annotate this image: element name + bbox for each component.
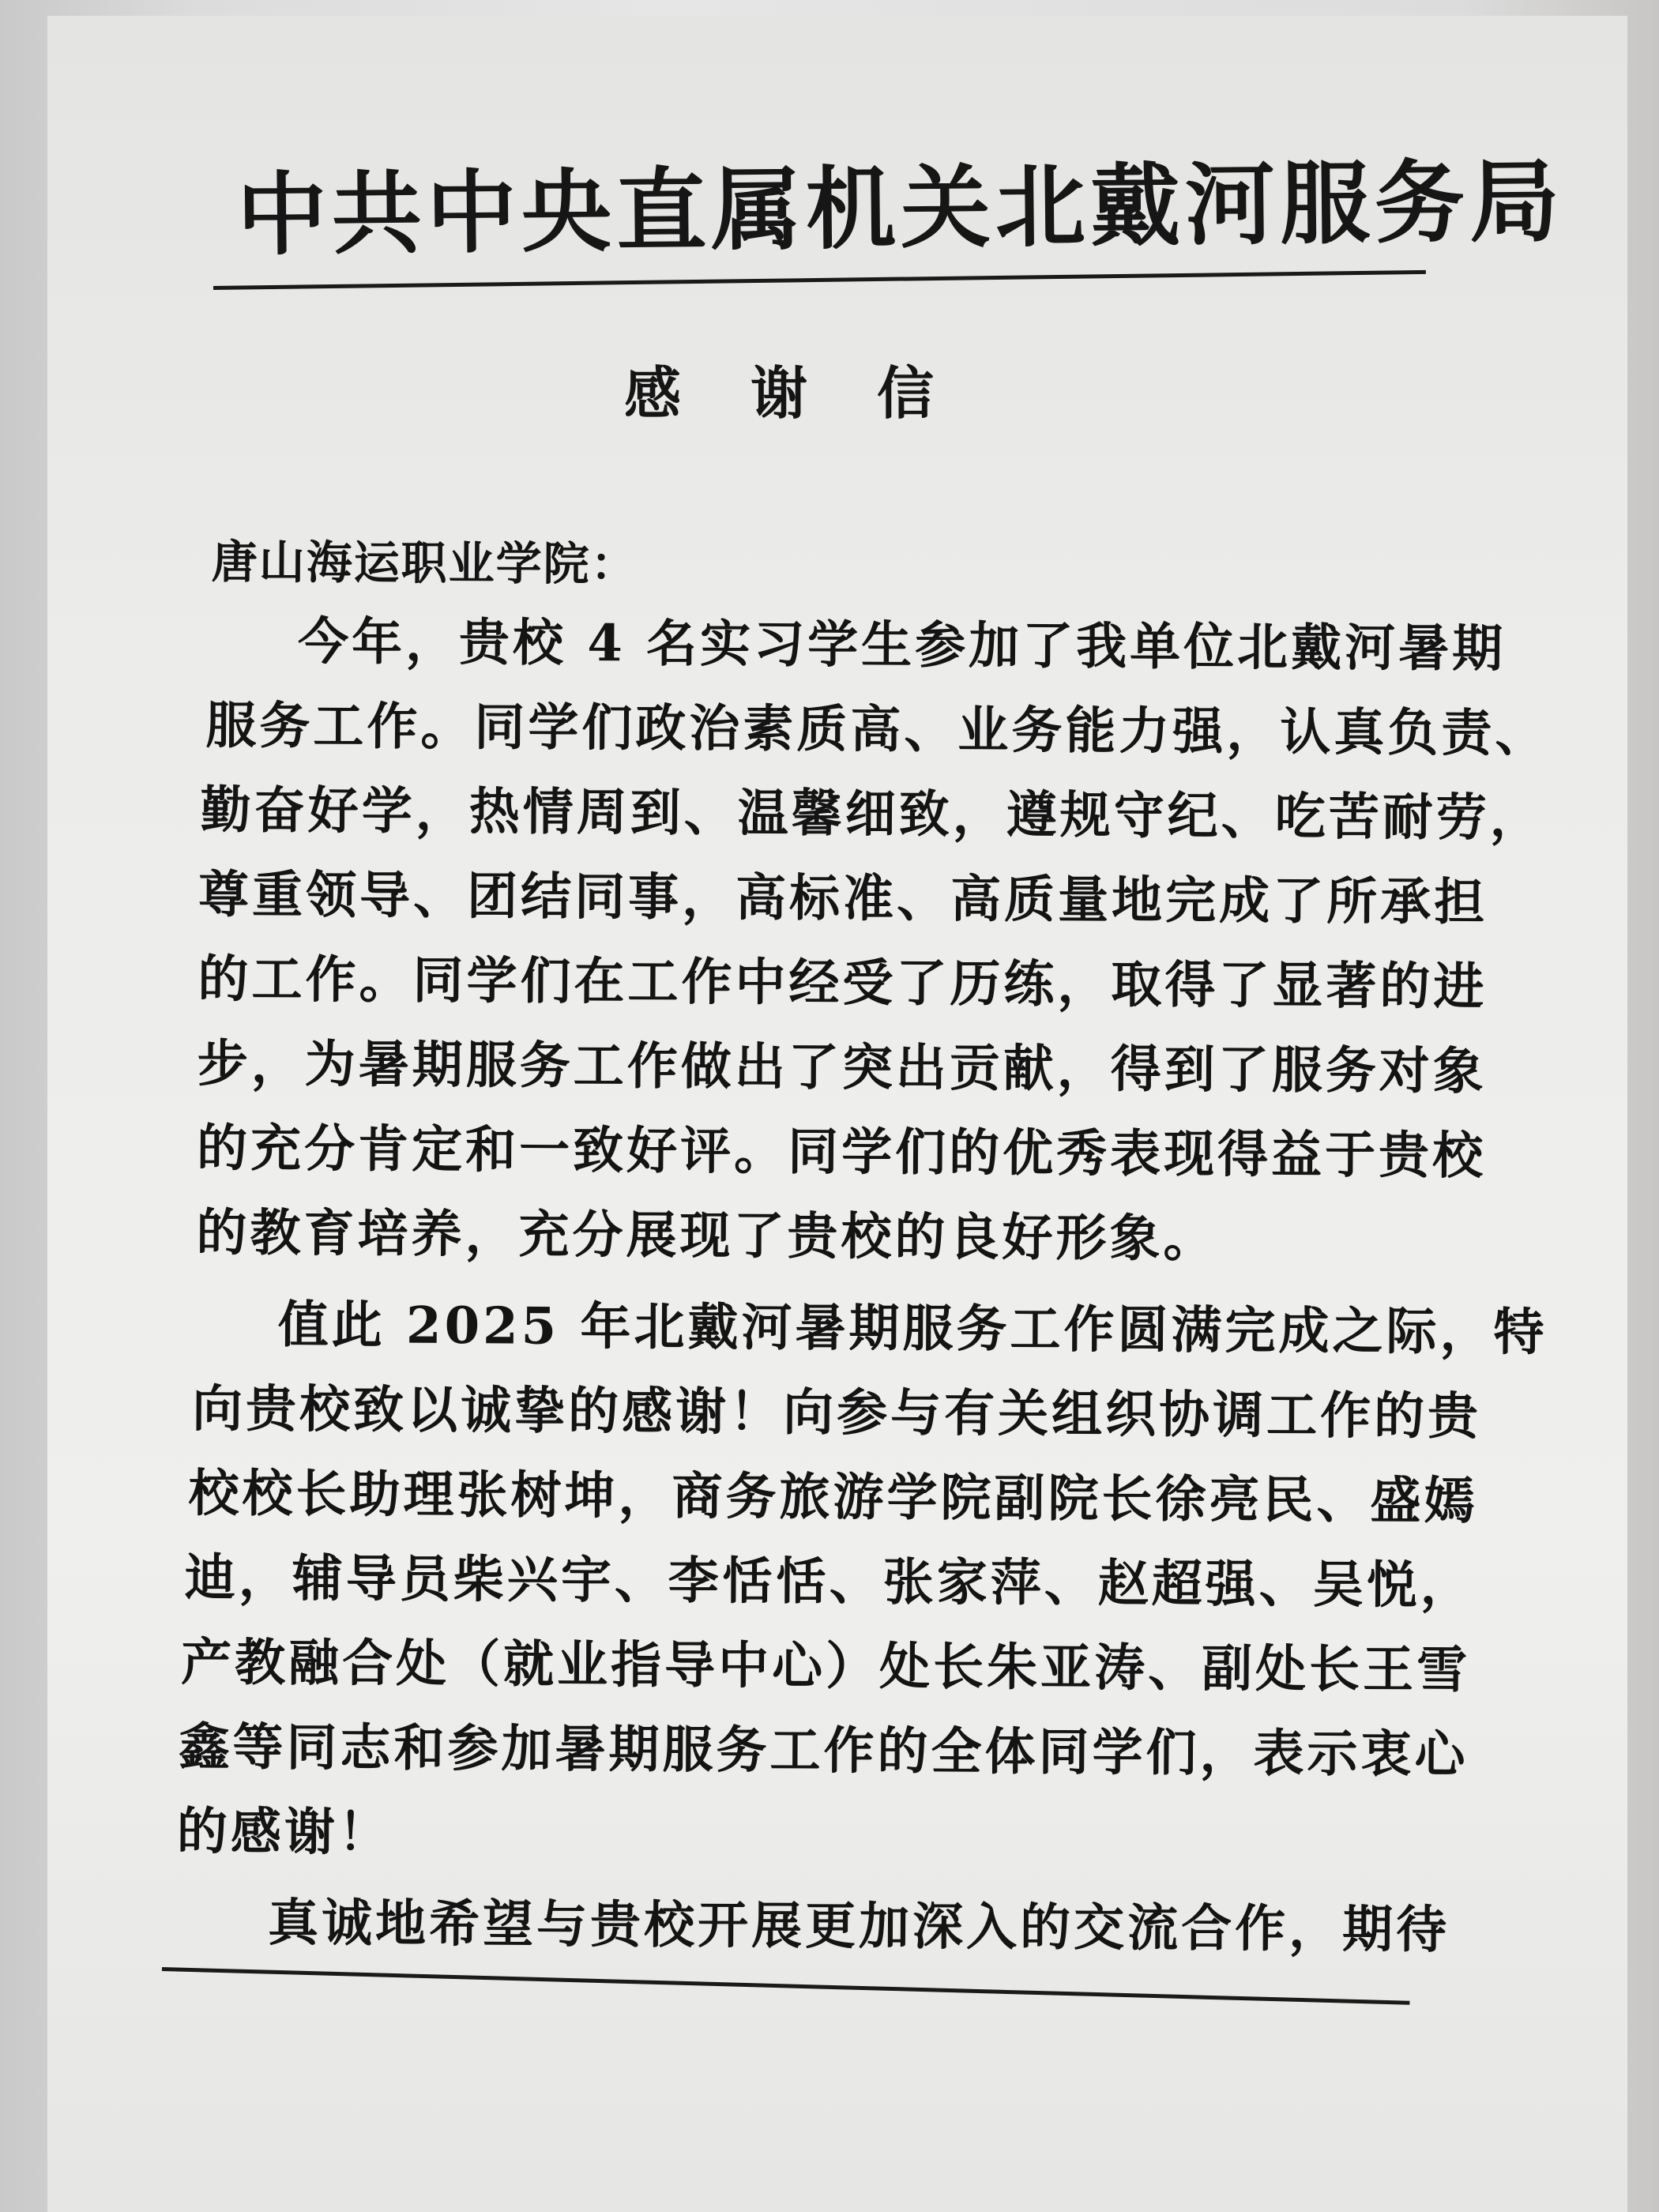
body-line: 勤奋好学，热情周到、温馨细致，遵规守纪、吃苦耐劳，: [200, 781, 1544, 848]
letter-page: [47, 16, 1627, 2212]
body-line: 步，为暑期服务工作做出了突出贡献，得到了服务对象: [197, 1034, 1488, 1101]
body-line: 值此 2025 年北戴河暑期服务工作圆满完成之际，特: [277, 1295, 1548, 1363]
body-line: 真诚地希望与贵校开展更加深入的交流合作，期待: [267, 1893, 1450, 1960]
body-line: 产教融合处（就业指导中心）处长朱亚涛、副处长王雪: [180, 1632, 1471, 1700]
letter-title: 感谢信: [624, 360, 1004, 427]
body-line: 迪，辅导员柴兴宇、李恬恬、张家萍、赵超强、吴悦，: [184, 1548, 1475, 1616]
body-line: 的教育培养，充分展现了贵校的良好形象。: [196, 1203, 1217, 1269]
body-line: 鑫等同志和参加暑期服务工作的全体同学们，表示衷心: [179, 1717, 1469, 1785]
body-line: 今年，贵校 4 名实习学生参加了我单位北戴河暑期: [297, 611, 1507, 679]
body-line: 的充分肯定和一致好评。同学们的优秀表现得益于贵校: [196, 1119, 1487, 1186]
body-line: 服务工作。同学们政治素质高、业务能力强，认真负责、: [205, 696, 1549, 764]
body-line: 尊重领导、团结同事，高标准、高质量地完成了所承担: [198, 865, 1488, 932]
salutation: 唐山海运职业学院：: [211, 535, 638, 592]
body-line: 校校长助理张树坤，商务旅游学院副院长徐亮民、盛嫣: [188, 1463, 1478, 1531]
body-line: 的感谢！: [176, 1801, 393, 1863]
body-line: 向贵校致以诚挚的感谢！向参与有关组织协调工作的贵: [191, 1379, 1482, 1446]
body-line: 的工作。同学们在工作中经受了历练，取得了显著的进: [198, 950, 1488, 1017]
issuer-header: 中共中央直属机关北戴河服务局: [236, 148, 1565, 268]
